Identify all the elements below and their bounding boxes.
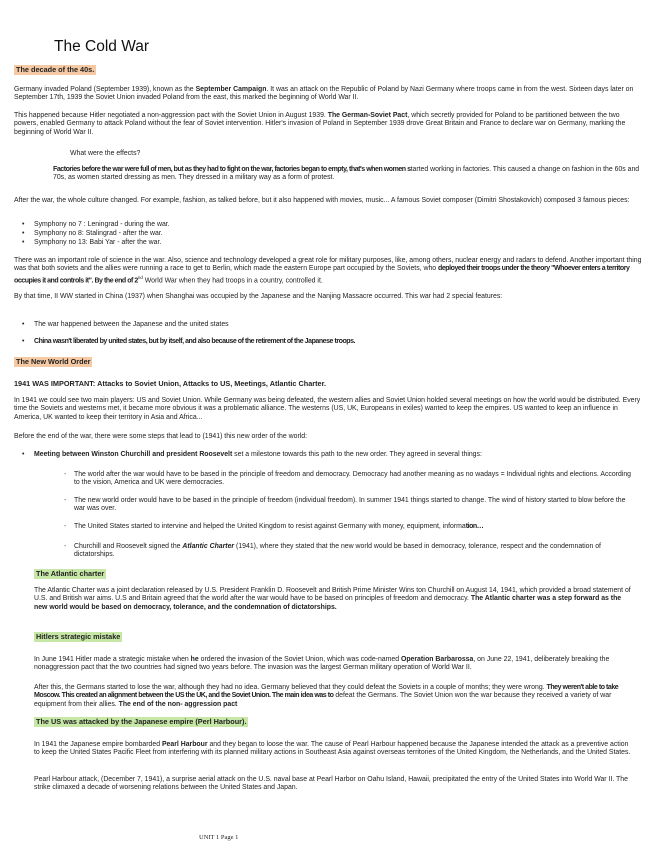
list-item: Symphony no 13: Babi Yar - after the war. xyxy=(34,239,162,246)
text-run: , on June 22, 1941, deliberately breaking the nonaggression pact that the two countries had signed two years before. The invasion was the largest German military operation of World War II. xyxy=(34,656,610,672)
compressed-text: They weren't able to take Moscow. This created an alignment between the US the UK, and the Soviet Union. The main idea was to xyxy=(34,684,619,700)
paragraph-china: By that time, II WW started in China (1937) when Shanghai was occupied by the Japanese and the Nanjing Massacre occurred. This war had 2 special features: xyxy=(14,293,503,300)
bullet-icon: • xyxy=(22,451,25,458)
list-item: China wasn't liberated by united states, but by itself, and also because of the retirement of the Japanese troops. xyxy=(34,338,356,345)
text-run: defeat the Germans. The Soviet Union won the war because they received a variety of war equipment from their allies. xyxy=(34,692,612,708)
paragraph-effects xyxy=(53,166,643,183)
bold-term: Atlantic Charter xyxy=(182,543,235,550)
bullet-icon: • xyxy=(22,321,25,328)
text-run: , which secretly provided for Poland to be partitioned between the two powers, enabled Germany to attack Poland without the fear of Soviet intervention. Hitler's invasion of Poland in September 1939 drove Great Britain and France to declare war on Germany, marking the beginning of World War II. xyxy=(14,112,626,136)
paragraph-steps: Before the end of the war, there were some steps that lead to (1941) this new order of the world: xyxy=(14,433,308,440)
compressed-text: deployed their troops under the theory "Whoever enters a territory occupies it and controls it". By the end of 2 xyxy=(14,265,630,284)
bullet-icon: • xyxy=(22,239,25,246)
compressed-text: tion… xyxy=(465,523,484,530)
text-run: ordered the invasion of the Soviet Union, which was code-named xyxy=(198,656,401,663)
bold-term: The end of the non- aggression pact xyxy=(118,700,238,708)
list-item-meeting xyxy=(34,451,634,459)
bullet-icon: • xyxy=(22,221,25,228)
text-run: Churchill and Roosevelt signed the xyxy=(74,543,183,550)
text-run: The Atlantic Charter was a joint declaration released by U.S. President Franklin D. Roosevelt and British Prime Minister Wins ton Churchill on August 14, 1941, which provided a broad statement of U.S. and British war aims. U.S and Britain agreed that the world after the war would have to be based on principles of freedom and democracy. xyxy=(34,587,631,603)
sublist-item xyxy=(74,523,634,531)
paragraph-science xyxy=(14,257,642,285)
compressed-text: Factories before the war were full of men, but as they had to fight on the war, factories began to empty, that's when women s xyxy=(53,166,411,173)
text-run: The United States started to intervine and helped the United Kingdom to resist against Germany with money, equipment, informa xyxy=(74,523,466,530)
dash-icon: - xyxy=(64,471,67,478)
paragraph-september-campaign xyxy=(14,86,642,103)
text-run: tarted working in factories. This caused a change on fashion in the 60s and 70s, as women started dressing as men. They dressed in a military way as a form of protest. xyxy=(53,166,640,182)
bullet-icon: • xyxy=(22,230,25,237)
sublist-item: The new world order would have to be based in the principle of freedom (individual freedom). In summer 1941 things started to change. The wind of history started to blow before the war was over. xyxy=(74,497,626,513)
section-heading-pearl-harbour: The US was attacked by the Japanese empire (Perl Harbour). xyxy=(36,717,247,726)
bold-term: Operation Barbarossa xyxy=(400,656,474,663)
list-item: Symphony no 7 : Leningrad - during the war. xyxy=(34,221,170,228)
text-run: . It was an attack on the Republic of Poland by Nazi Germany where troops came in from the west. Sixteen days later on September 17th, 1939 the Soviet Union invaded Poland from the east, this marked the beginning of World War II. xyxy=(14,86,634,102)
text-run: set a milestone towards this path to the new order. They agreed in several things: xyxy=(232,451,482,458)
text-run: After this, the Germans started to lose the war, although they had no idea. Germany believed that they could defeat the Soviets in a couple of months; they were wrong. xyxy=(34,684,547,691)
paragraph-barbarossa xyxy=(34,656,634,673)
page-title: The Cold War xyxy=(54,38,150,55)
paragraph-pearl-harbour-1 xyxy=(34,741,634,758)
list-item: The war happened between the Japanese and the united states xyxy=(34,321,229,328)
superscript: nd xyxy=(137,274,143,280)
bold-term: he xyxy=(190,656,199,663)
text-run: In June 1941 Hitler made a strategic mistake when xyxy=(34,656,191,663)
list-item: Symphony no 8: Stalingrad - after the war. xyxy=(34,230,163,237)
section-heading-hitler-mistake: Hitlers strategic mistake xyxy=(36,632,121,641)
question-effects: What were the effects? xyxy=(70,150,141,157)
paragraph-pearl-harbour-2: Pearl Harbour attack, (December 7, 1941), a surprise aerial attack on the U.S. naval base at Pearl Harbor on Oahu Island, Hawaii, precipitated the entry of the United States into World War II. The strike climaxed a decade of worsening relations between the United States and Japan. xyxy=(34,776,628,792)
text-run: World War when they had troops in a country, controlled it. xyxy=(142,276,323,284)
text-run: and they began to loose the war. The cause of Pearl Harbour happened because the Japanese intended the attack as a preventive action to keep the United States Pacific Fleet from interfering with its planned military actions in Southeast Asia against overseas territories of the United Kingdom, the Netherlands, and the United States. xyxy=(34,741,631,757)
text-run: In 1941 the Japanese empire bombarded xyxy=(34,741,162,748)
section-heading-atlantic-charter: The Atlantic charter xyxy=(36,569,105,578)
text-run: (1941), where they stated that the new world would be based in democracy, tolerance, respect and the condemnation of dictatorships. xyxy=(74,543,601,559)
text-run: Germany invaded Poland (September 1939), known as the xyxy=(14,86,196,93)
sublist-item xyxy=(74,543,634,560)
bullet-icon: • xyxy=(22,338,25,345)
bold-term: The Atlantic charter was a step forward as the new world would be based on democracy, tolerance, and the condemnation of dictatorships. xyxy=(34,595,622,611)
bold-term: September Campaign xyxy=(195,86,267,93)
dash-icon: - xyxy=(64,543,67,550)
section-heading-40s: The decade of the 40s. xyxy=(16,65,95,74)
page-footer: UNIT 1 Page 1 xyxy=(199,834,239,841)
bold-term: The German-Soviet Pact xyxy=(327,112,408,119)
bold-term: Pearl Harbour xyxy=(161,741,208,748)
paragraph-germans-lose xyxy=(34,684,634,709)
paragraph-culture: After the war, the whole culture changed. For example, fashion, as talked before, but it also happened with movies, music... A famous Soviet composer (Dimitri Shostakovich) composed 3 famous pieces: xyxy=(14,197,630,204)
dash-icon: - xyxy=(64,523,67,530)
text-run: This happened because Hitler negotiated a non-aggression pact with the Soviet Union in August 1939. xyxy=(14,112,328,119)
text-run: There was an important role of science in the war. Also, science and technology developed a great role for military purposes, like, among others, nuclear energy and radars to defend. Another important thing was that both soviets and the allies were running a race to get to Berlin, which made the eastern Europe part occupied by the Soviets, who xyxy=(14,257,642,273)
dash-icon: - xyxy=(64,497,67,504)
paragraph-atlantic-charter xyxy=(34,587,634,612)
bold-term: Meeting between Winston Churchill and president Roosevelt xyxy=(34,451,233,458)
sublist-item: The world after the war would have to be based in the principle of freedom and democracy. Democracy had another meaning as no wadays = Individual rights and elections. According to the vision, America and UK were democracies. xyxy=(74,471,631,487)
subheading-1941: 1941 WAS IMPORTANT: Attacks to Soviet Union, Attacks to US, Meetings, Atlantic Charter. xyxy=(14,379,327,388)
paragraph-german-soviet-pact xyxy=(14,112,642,137)
paragraph-two-players: In 1941 we could see two main players: US and Soviet Union. While Germany was being defeated, the western allies and Soviet Union holded several meetings on how the world would be distributed. Every time the Soviets and westerns met, it became more obvious it was a problematic alliance. The westerns (US, UK, Europeans in exiles) wanted to keep the empires. US wanted to keep an influence in America, UK wanted to keep their territory in Asia and Africa... xyxy=(14,397,641,421)
section-heading-new-world-order: The New World Order xyxy=(16,357,91,366)
